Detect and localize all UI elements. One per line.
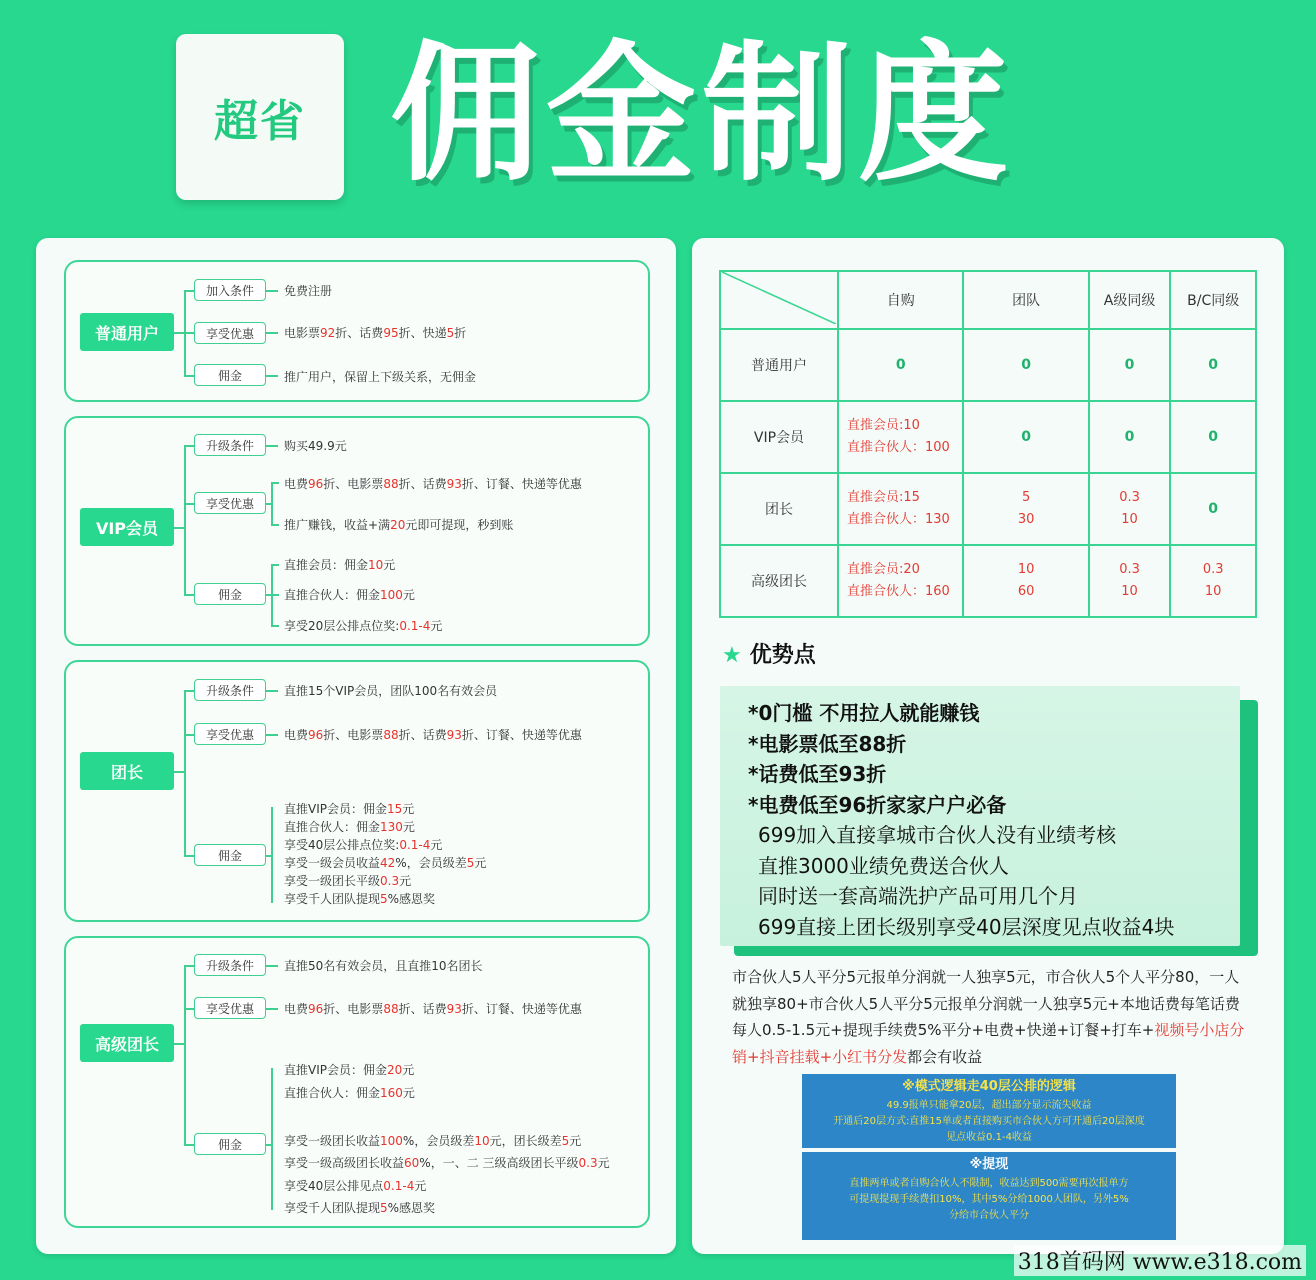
row-text: 电影票92折、话费95折、快递5折 [284, 326, 467, 340]
logic-info-box [802, 1074, 1176, 1148]
row-text: 享受一级团长收益100%，会员级差10元，团长级差5元 [284, 1134, 582, 1148]
row-text: 直推合伙人：佣金100元 [284, 588, 415, 602]
row-text: 直推VIP会员：佣金15元 [284, 802, 415, 816]
row-text: 直推会员：佣金10元 [284, 558, 396, 572]
table-cell: 10 60 [963, 545, 1088, 617]
table-cell: 0 [1089, 329, 1171, 401]
table-cell: 0 [838, 329, 963, 401]
advantage-line: 直推3000业绩免费送合伙人 [758, 853, 1009, 878]
watermark: 318首码网 www.e318.com [1014, 1245, 1306, 1276]
table-cell: 0.3 10 [1089, 545, 1171, 617]
advantage-line: *电费低至96折家家户户必备 [748, 792, 1007, 817]
advantages-title: ★ 优势点 [722, 643, 816, 668]
tag-benefits: 享受优惠 [194, 997, 266, 1019]
logo-text: 超省 [214, 96, 306, 147]
row-text: 直推合伙人：佣金160元 [284, 1086, 415, 1100]
level-label: 普通用户 [80, 313, 174, 351]
row-text: 享受千人团队提现5%感恩奖 [284, 892, 436, 906]
star-icon: ★ [722, 643, 742, 668]
earnings-paragraph: 市合伙人5人平分5元报单分润就一人独享5元，市合伙人5个人平分80，一人就独享80+市合伙人5人平分5元报单分润就一人独享5元+本地话费每笔话费每人0.5-1.5元+提现手续费5%平分+电费+快递+订餐+打车+视频号小店分销+抖音挂载+小红书分发都会有收益 [732, 968, 1245, 1066]
row-label: 高级团长 [720, 545, 838, 617]
tag-benefits: 享受优惠 [194, 492, 266, 514]
withdraw-info-box [802, 1152, 1176, 1240]
row-text: 推广用户，保留上下级关系，无佣金 [284, 370, 477, 384]
level-label: 团长 [80, 752, 174, 790]
tag-join-condition: 加入条件 [194, 279, 266, 301]
table-cell: 直推会员:15 直推合伙人：130 [838, 473, 963, 545]
row-text: 享受一级高级团长收益60%，一、二 三级高级团长平级0.3元 [284, 1156, 610, 1170]
row-text: 推广赚钱，收益+满20元即可提现，秒到账 [284, 518, 514, 532]
table-corner-cell [720, 271, 838, 329]
advantage-line: *0门槛 不用拉人就能赚钱 [748, 701, 980, 725]
row-text: 电费96折、电影票88折、话费93折、订餐、快递等优惠 [284, 1002, 582, 1016]
row-text: 直推50名有效会员，且直推10名团长 [284, 959, 483, 973]
level-card-senior-leader [64, 936, 650, 1228]
row-text: 电费96折、电影票88折、话费93折、订餐、快递等优惠 [284, 477, 582, 491]
level-label: VIP会员 [80, 508, 174, 546]
table-cell: 0 [1170, 473, 1256, 545]
tag-commission: 佣金 [194, 1133, 266, 1155]
advantage-line: 699加入直接拿城市合伙人没有业绩考核 [758, 823, 1117, 847]
tag-upgrade-condition: 升级条件 [194, 679, 266, 701]
commission-table [719, 270, 1257, 618]
table-cell: 0.3 10 [1089, 473, 1171, 545]
row-text: 享受20层公排点位奖:0.1-4元 [284, 619, 443, 633]
summary-panel [692, 238, 1284, 1254]
advantage-line: *话费低至93折 [748, 762, 887, 786]
advantage-line: 699直接上团长级别享受40层深度见点收益4块 [758, 914, 1175, 939]
row-text: 享受40层公排点位奖:0.1-4元 [284, 838, 443, 852]
advantages-box [720, 686, 1240, 946]
table-header: 团队 [963, 271, 1088, 329]
row-text: 直推合伙人：佣金130元 [284, 820, 415, 834]
row-text: 免费注册 [284, 284, 333, 298]
table-cell: 直推会员:20 直推合伙人：160 [838, 545, 963, 617]
table-header: 自购 [838, 271, 963, 329]
row-text: 电费96折、电影票88折、话费93折、订餐、快递等优惠 [284, 728, 582, 742]
logo-box [176, 34, 344, 200]
tag-benefits: 享受优惠 [194, 723, 266, 745]
table-header: B/C同级 [1170, 271, 1256, 329]
logic-box-line: 见点收益0.1-4收益 [946, 1132, 1032, 1143]
row-text: 享受千人团队提现5%感恩奖 [284, 1201, 436, 1215]
row-label: 团长 [720, 473, 838, 545]
logic-box-line: 开通后20层方式:直推15单或者直接购买市合伙人方可开通后20层深度 [833, 1116, 1145, 1127]
table-cell: 0 [963, 401, 1088, 473]
table-cell: 0.3 10 [1170, 545, 1256, 617]
tag-commission: 佣金 [194, 844, 266, 866]
row-label: VIP会员 [720, 401, 838, 473]
table-header: A级同级 [1089, 271, 1171, 329]
table-cell: 0 [963, 329, 1088, 401]
row-text: 享受一级会员收益42%，会员级差5元 [284, 856, 487, 870]
level-card-team-leader [64, 660, 650, 922]
table-cell: 0 [1170, 401, 1256, 473]
withdraw-box-title: ※提现 [969, 1157, 1009, 1172]
withdraw-box-line: 分给市合伙人平分 [949, 1210, 1029, 1221]
level-card-vip [64, 416, 650, 646]
advantage-line: 同时送一套高端洗护产品可用几个月 [758, 884, 1078, 908]
tag-upgrade-condition: 升级条件 [194, 954, 266, 976]
tag-commission: 佣金 [194, 583, 266, 605]
logic-box-line: 49.9报单只能拿20层，超出部分显示流失收益 [886, 1100, 1092, 1111]
diagonal-line [722, 272, 836, 324]
withdraw-box-line: 直推两单或者自购合伙人不限制，收益达到500需要再次报单方 [849, 1178, 1129, 1189]
withdraw-box-line: 可提现提现手续费扣10%，其中5%分给1000人团队，另外5% [849, 1194, 1129, 1205]
row-text: 享受一级团长平级0.3元 [284, 874, 412, 888]
row-label: 普通用户 [720, 329, 838, 401]
row-text: 购买49.9元 [284, 439, 347, 453]
table-cell: 0 [1089, 401, 1171, 473]
level-label: 高级团长 [80, 1024, 174, 1062]
logic-box-title: ※模式逻辑走40层公排的逻辑 [902, 1079, 1076, 1094]
tag-upgrade-condition: 升级条件 [194, 434, 266, 456]
level-card-regular [64, 260, 650, 402]
tag-commission: 佣金 [194, 364, 266, 386]
commission-levels-panel [36, 238, 676, 1254]
table-cell: 5 30 [963, 473, 1088, 545]
advantage-line: *电影票低至88折 [748, 731, 907, 756]
table-cell: 0 [1170, 329, 1256, 401]
tag-benefits: 享受优惠 [194, 322, 266, 344]
row-text: 直推VIP会员：佣金20元 [284, 1063, 415, 1077]
row-text: 享受40层公排见点0.1-4元 [284, 1179, 427, 1193]
row-text: 直推15个VIP会员，团队100名有效会员 [284, 684, 498, 698]
table-cell: 直推会员:10 直推合伙人：100 [838, 401, 963, 473]
page-title: 佣金制度 [390, 28, 1015, 202]
